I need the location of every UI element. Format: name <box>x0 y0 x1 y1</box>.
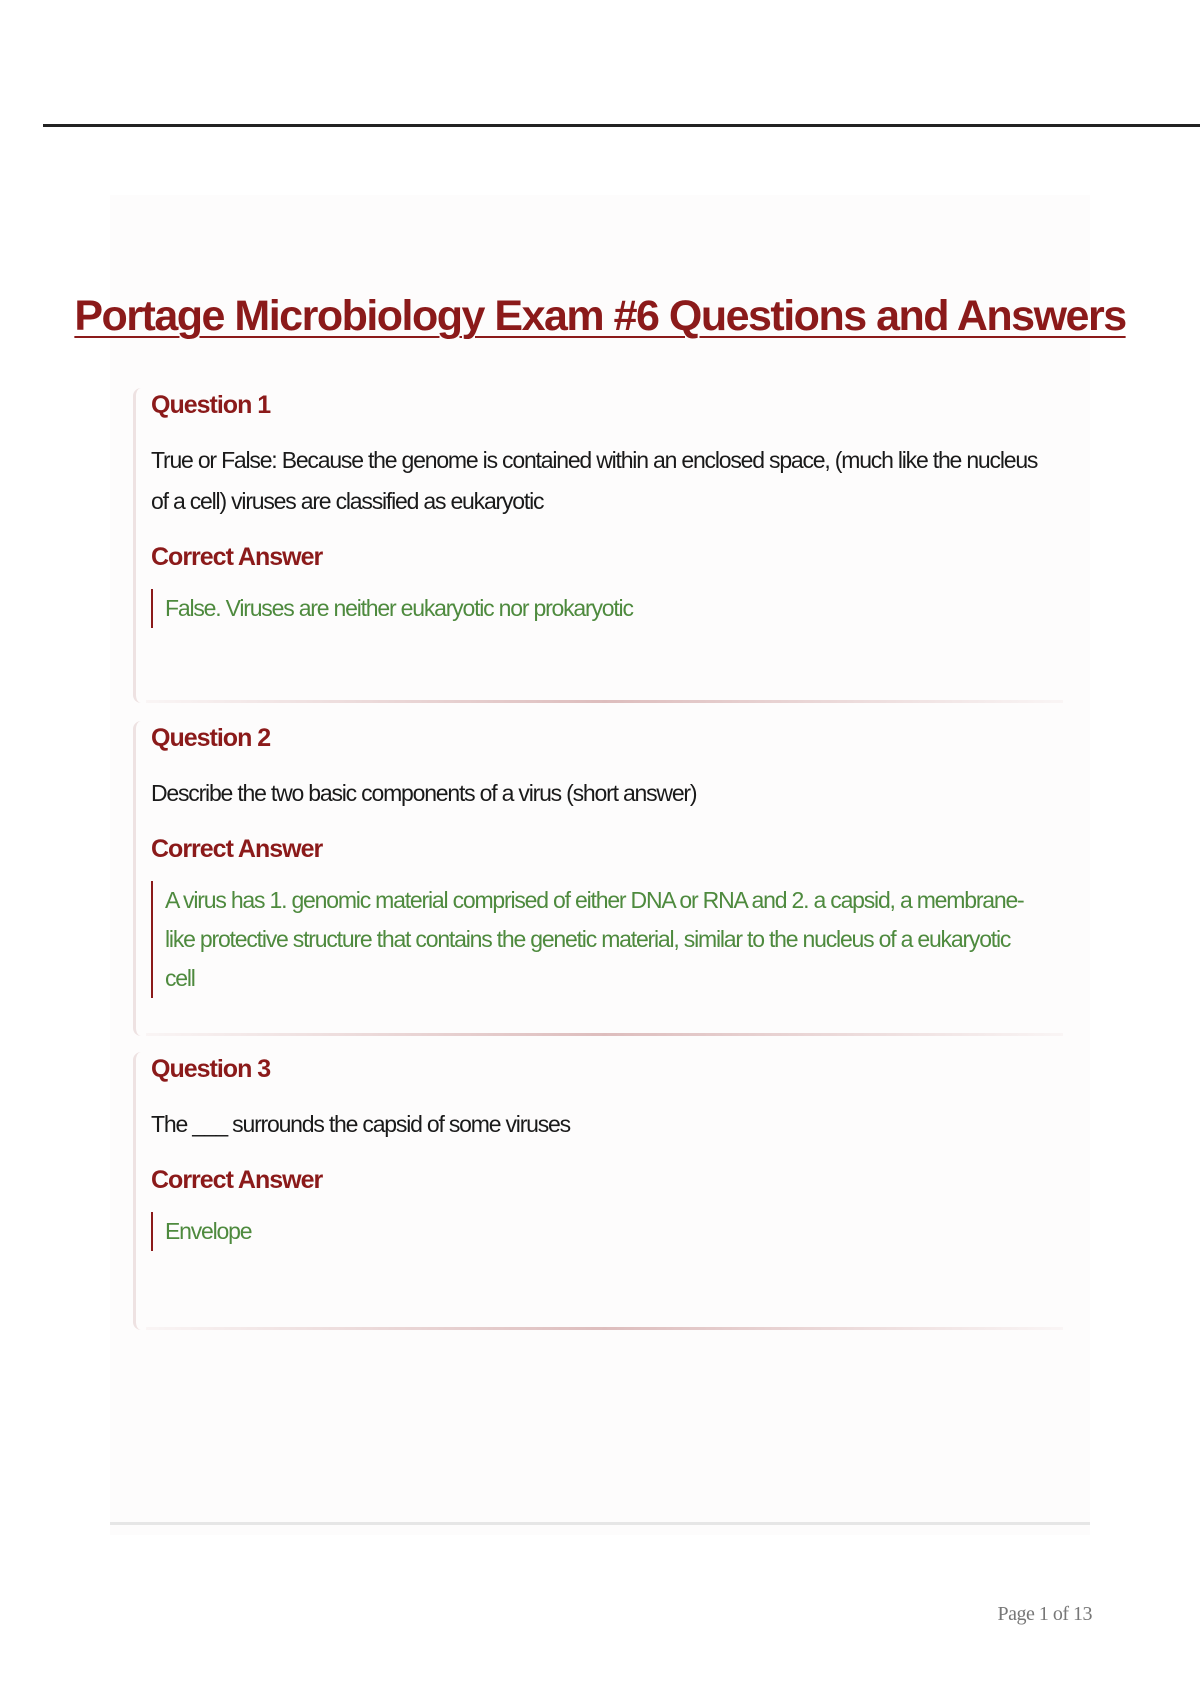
answer-text: Envelope <box>151 1212 1045 1251</box>
card-separator <box>146 1327 1063 1330</box>
question-text: True or False: Because the genome is contained within an enclosed space, (much like the nucleus of a cell) viruses are classified as eukaryotic <box>151 447 1038 514</box>
question-heading: Question 1 <box>151 391 271 419</box>
footer-rule <box>110 1522 1090 1525</box>
card-separator <box>146 1033 1063 1036</box>
question-text: The ___ surrounds the capsid of some viruses <box>151 1111 570 1137</box>
card-separator <box>146 700 1063 703</box>
question-heading: Question 3 <box>151 1055 271 1083</box>
question-text: Describe the two basic components of a virus (short answer) <box>151 780 697 806</box>
question-card-1 <box>133 388 1063 703</box>
question-heading: Question 2 <box>151 724 271 752</box>
answer-text: A virus has 1. genomic material comprised of either DNA or RNA and 2. a capsid, a membrane-like protective structure that contains the genetic material, similar to the nucleus of a eukaryotic cell <box>151 881 1045 998</box>
answer-heading: Correct Answer <box>151 835 323 863</box>
page-number: Page 1 of 13 <box>997 1603 1092 1625</box>
document-title: Portage Microbiology Exam #6 Questions and Answers <box>74 292 1126 340</box>
answer-heading: Correct Answer <box>151 1166 323 1194</box>
answer-text: False. Viruses are neither eukaryotic nor prokaryotic <box>151 589 1045 628</box>
answer-heading: Correct Answer <box>151 543 323 571</box>
top-rule <box>43 124 1200 127</box>
question-card-2 <box>133 721 1063 1036</box>
question-card-3 <box>133 1052 1063 1330</box>
